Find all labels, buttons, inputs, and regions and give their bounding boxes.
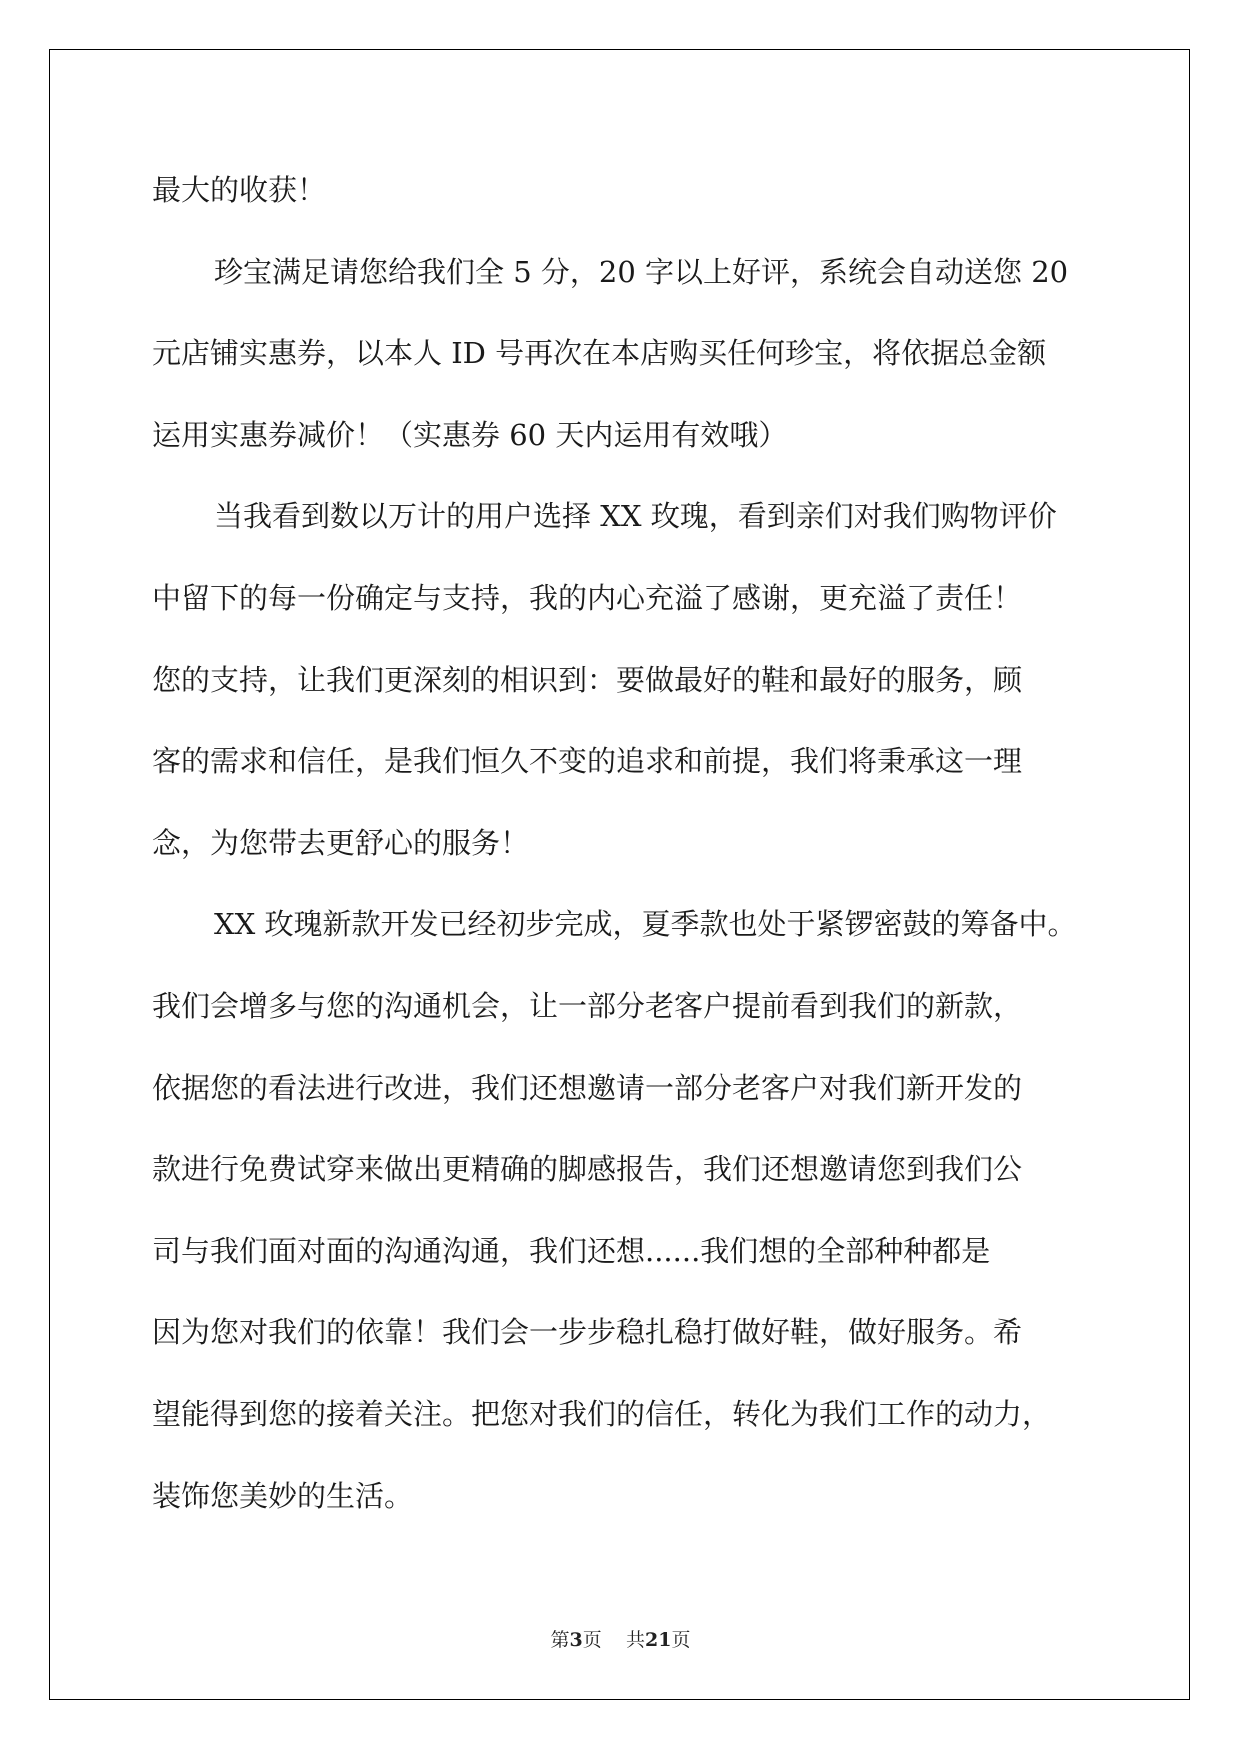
text-line: 珍宝满足请您给我们全 5 分，20 字以上好评，系统会自动送您 20 xyxy=(214,254,1069,289)
footer-total-prefix: 共 xyxy=(625,1629,645,1651)
text-line: XX 玫瑰新款开发已经初步完成，夏季款也处于紧锣密鼓的筹备中。 xyxy=(214,907,1077,942)
text-line: 客的需求和信任，是我们恒久不变的追求和前提，我们将秉承这一理 xyxy=(152,744,1023,779)
text-line: 当我看到数以万计的用户选择 XX 玫瑰，看到亲们对我们购物评价 xyxy=(214,499,1057,534)
current-page-number: 3 xyxy=(569,1629,583,1651)
text-line: 望能得到您的接着关注。把您对我们的信任，转化为我们工作的动力， xyxy=(152,1396,1052,1431)
footer-prefix: 第 xyxy=(550,1629,570,1651)
text-line: 依据您的看法进行改进，我们还想邀请一部分老客户对我们新开发的 xyxy=(152,1070,1023,1105)
text-line: 装饰您美妙的生活。 xyxy=(152,1478,414,1513)
text-line: 念，为您带去更舒心的服务！ xyxy=(152,825,530,860)
total-pages-number: 21 xyxy=(644,1629,672,1651)
text-line: 司与我们面对面的沟通沟通，我们还想......我们想的全部种种都是 xyxy=(152,1233,991,1268)
page-footer xyxy=(0,1625,1241,1652)
text-line: 中留下的每一份确定与支持，我的内心充溢了感谢，更充溢了责任！ xyxy=(152,580,1023,615)
text-line: 我们会增多与您的沟通机会，让一部分老客户提前看到我们的新款， xyxy=(152,988,1023,1023)
text-line: 款进行免费试穿来做出更精确的脚感报告，我们还想邀请您到我们公 xyxy=(152,1152,1023,1187)
text-line: 因为您对我们的依靠！我们会一步步稳扎稳打做好鞋，做好服务。希 xyxy=(152,1315,1023,1350)
text-line: 最大的收获！ xyxy=(152,173,327,207)
text-line: 您的支持，让我们更深刻的相识到：要做最好的鞋和最好的服务，顾 xyxy=(152,662,1023,697)
document-body xyxy=(152,166,1094,1537)
text-line: 元店铺实惠券，以本人 ID 号再次在本店购买任何珍宝，将依据总金额 xyxy=(152,336,1047,371)
document-text xyxy=(152,150,1094,1537)
text-line: 运用实惠券减价！（实惠券 60 天内运用有效哦） xyxy=(152,417,788,452)
footer-page-word: 页 xyxy=(582,1629,602,1651)
footer-total-suffix: 页 xyxy=(671,1629,691,1651)
